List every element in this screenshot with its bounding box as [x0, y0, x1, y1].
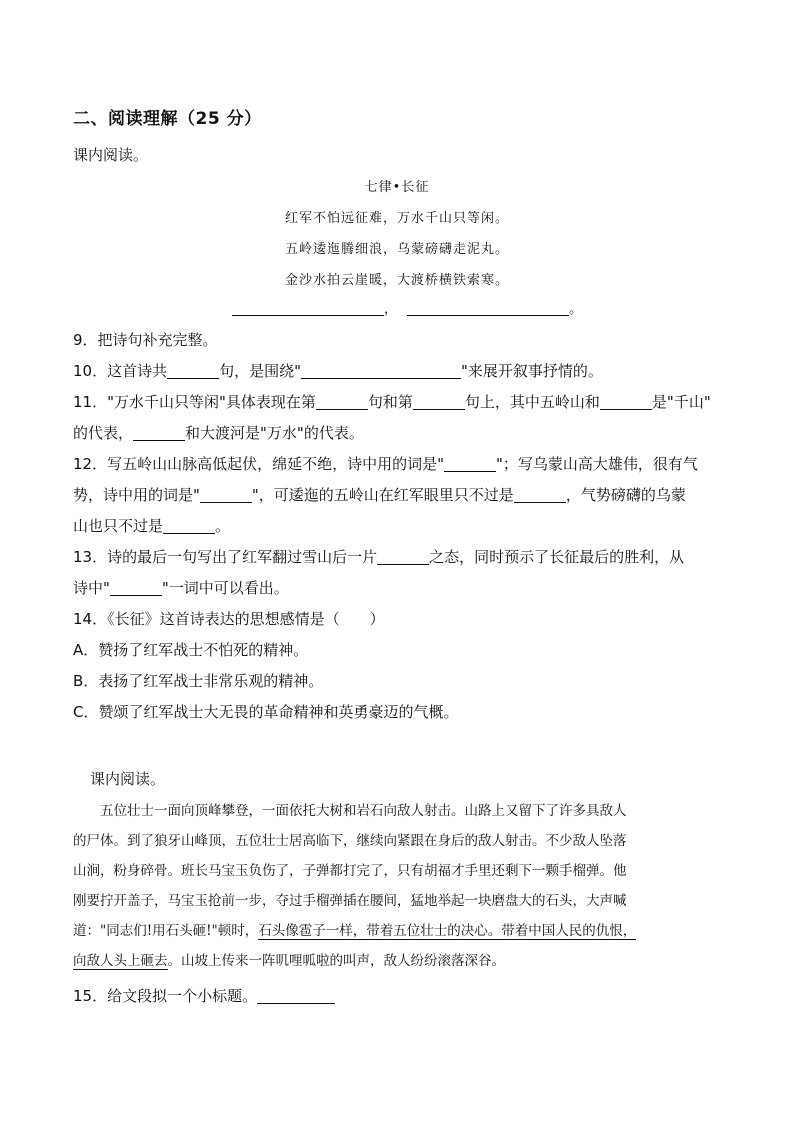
intro-text: 课内阅读。: [73, 146, 149, 164]
question-text: 句和第: [367, 393, 413, 411]
poem-line: 五岭逶迤腾细浪，乌蒙磅礴走泥丸。: [284, 242, 509, 257]
fill-blank[interactable]: [600, 392, 652, 410]
poem-line: 红军不怕远征难，万水千山只等闲。: [284, 211, 509, 226]
question-13: [73, 542, 733, 604]
question-text: 势，诗中用的词是": [73, 486, 200, 504]
question-14: [73, 604, 733, 728]
question-text: 。: [215, 517, 231, 535]
question-text: 15．给文段拟一个小标题。: [73, 987, 258, 1005]
passage-line: 的尸体。到了狼牙山峰顶，五位壮士居高临下，继续向紧跟在身后的敌人射击。不少敌人坠落: [73, 833, 627, 849]
question-15: [73, 981, 733, 1012]
question-11: [73, 387, 733, 449]
fill-blank[interactable]: [444, 454, 496, 472]
question-text: 句，是围绕": [219, 362, 301, 380]
question-10: [73, 356, 733, 387]
fill-blank[interactable]: [133, 423, 185, 441]
passage-line: [73, 946, 733, 976]
fill-blank[interactable]: [413, 392, 465, 410]
question-text: "，可逶迤的五岭山在红军眼里只不过是: [251, 486, 514, 504]
intro-text: 课内阅读。: [90, 770, 166, 788]
poem-title: 七律•长征: [364, 180, 430, 195]
fill-blank[interactable]: [110, 578, 162, 596]
underlined-text: 石头像雹子一样，带着五位壮士的决心。带着中国人民的仇恨，: [258, 923, 637, 939]
passage-line: 山涧，粉身碎骨。班长马宝玉负伤了，子弹都打完了，只有胡福才手里还剩下一颗手榴弹。他: [73, 863, 627, 879]
question-text: 的代表，: [73, 424, 134, 442]
passage-text: 道："同志们!用石头砸!"顿时，: [73, 923, 259, 939]
fill-blank[interactable]: [200, 485, 252, 503]
question-text: 句上，其中五岭山和: [464, 393, 600, 411]
question-12: [73, 449, 733, 542]
poem-fill-line: [232, 298, 582, 317]
fill-blank[interactable]: [167, 361, 219, 379]
period: 。: [569, 302, 583, 317]
question-text: 山也只不过是: [73, 517, 164, 535]
question-text: "一词中可以看出。: [161, 579, 289, 597]
question-text: "；写乌蒙山高大雄伟，很有气: [496, 455, 698, 473]
question-text: 诗中": [73, 579, 110, 597]
poem-line: 金沙水拍云崖暖，大渡桥横铁索寒。: [284, 273, 509, 288]
fill-blank[interactable]: [316, 392, 368, 410]
passage-line: 刚要拧开盖子，马宝玉抢前一步，夺过手榴弹插在腰间，猛地举起一块磨盘大的石头，大声喊: [73, 893, 627, 909]
option-a[interactable]: A．赞扬了红军战士不怕死的精神。: [73, 641, 309, 659]
question-text: 之态，同时预示了长征最后的胜利，从: [429, 548, 685, 566]
passage-line: [73, 916, 733, 946]
passage-line: 五位壮士一面向顶峰攀登，一面依托大树和岩石向敌人射击。山路上又留下了许多具敌人: [100, 803, 627, 819]
comma: ，: [384, 302, 398, 317]
question-9: 9．把诗句补充完整。: [73, 331, 218, 349]
option-c[interactable]: C．赞颂了红军战士大无畏的革命精神和英勇豪迈的气概。: [73, 703, 459, 721]
question-text: "来展开叙事抒情的。: [461, 362, 603, 380]
section-title: 二、阅读理解（25 分）: [73, 109, 262, 129]
question-text: 11．"万水千山只等闲"具体表现在第: [73, 393, 316, 411]
question-text: 12．写五岭山山脉高低起伏，绵延不绝，诗中用的词是": [73, 455, 444, 473]
question-text: 10．这首诗共: [73, 362, 168, 380]
question-text: ，气势磅礴的乌蒙: [565, 486, 686, 504]
passage-text: 。山坡上传来一阵叽哩呱啦的叫声，敌人纷纷滚落深谷。: [167, 953, 505, 969]
question-text: 是"千山": [651, 393, 711, 411]
reading-passage: [73, 796, 733, 976]
question-text: 14．《长征》这首诗表达的思想感情是（ ）: [73, 610, 385, 628]
fill-blank[interactable]: [301, 361, 461, 379]
question-text: 和大渡河是"万水"的代表。: [185, 424, 364, 442]
fill-blank[interactable]: [377, 547, 429, 565]
underlined-text: 向敌人头上砸去: [73, 953, 168, 969]
fill-blank[interactable]: [257, 986, 335, 1004]
question-text: 13．诗的最后一句写出了红军翻过雪山后一片: [73, 548, 378, 566]
fill-blank[interactable]: [232, 298, 384, 316]
fill-blank[interactable]: [407, 298, 569, 316]
option-b[interactable]: B．表扬了红军战士非常乐观的精神。: [73, 672, 324, 690]
fill-blank[interactable]: [514, 485, 566, 503]
fill-blank[interactable]: [163, 516, 215, 534]
